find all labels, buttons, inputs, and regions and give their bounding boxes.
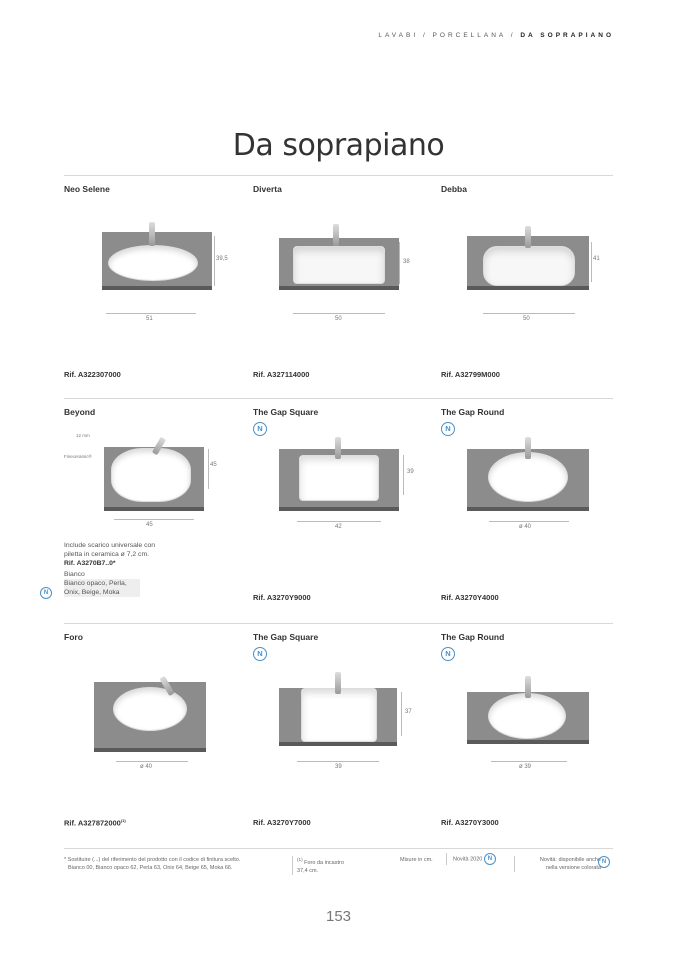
width-dimension: 45 xyxy=(146,522,153,528)
footer-foro-note xyxy=(292,856,357,875)
width-dimension: 39 xyxy=(335,764,342,770)
ref-footnote: (1) xyxy=(120,818,126,823)
product-card xyxy=(253,184,429,394)
new-color-badge-icon: N xyxy=(598,856,610,868)
finish-option: Bianco xyxy=(64,571,85,578)
footnote-line: Bianco 00, Bianco opaco 62, Perla 63, Onix 64, Beige 65, Moka 66. xyxy=(68,865,233,871)
width-dimension: 50 xyxy=(335,316,342,322)
product-name: Diverta xyxy=(253,184,282,194)
product-card xyxy=(441,632,617,842)
product-ref: Rif. A3270Y9000 xyxy=(253,593,311,602)
fineceramic-thickness: 12 mm xyxy=(76,433,90,438)
product-ref: Rif. A327114000 xyxy=(253,370,310,379)
legend-line: Novità: disponibile anche xyxy=(539,857,601,863)
product-name: The Gap Round xyxy=(441,632,505,642)
new-badge: N xyxy=(441,647,455,661)
height-dimension: 39,5 xyxy=(216,256,228,262)
breadcrumb-current: DA SOPRAPIANO xyxy=(520,32,614,39)
product-name: Neo Selene xyxy=(64,184,110,194)
footnote-marker: (1) xyxy=(297,857,303,862)
finish-option-colored xyxy=(64,579,140,597)
novita-label: Novità 2020 xyxy=(453,856,483,863)
product-ref xyxy=(64,818,126,828)
width-dimension: ø 39 xyxy=(519,764,532,770)
beyond-note xyxy=(64,541,204,597)
measures-note: Misure in cm. xyxy=(400,857,433,863)
width-dimension: ø 40 xyxy=(140,764,153,770)
finish-line: Bianco opaco, Perla, xyxy=(64,580,127,587)
footnote-line: * Sostituire (...) del riferimento del prodotto con il codice di finitura scelto. xyxy=(64,857,241,863)
product-name: The Gap Square xyxy=(253,407,319,417)
ref-text: Rif. A327872000 xyxy=(64,818,121,828)
novita-legend xyxy=(446,853,496,865)
page-title: Da soprapiano xyxy=(232,128,445,163)
colored-version-legend xyxy=(514,856,601,872)
product-name: The Gap Square xyxy=(253,632,319,642)
divider xyxy=(64,623,613,624)
legend-line: nella versione colorata xyxy=(545,865,601,871)
height-dimension: 37 xyxy=(405,709,412,715)
width-dimension: 42 xyxy=(335,524,342,530)
width-dimension: 50 xyxy=(523,316,530,322)
breadcrumb-path: LAVABI / PORCELLANA / xyxy=(378,32,521,39)
product-ref: Rif. A3270Y7000 xyxy=(253,818,311,827)
new-badge-icon: N xyxy=(484,853,496,865)
width-dimension: 51 xyxy=(146,316,153,322)
product-card xyxy=(43,407,240,617)
product-card xyxy=(64,184,240,394)
product-name: Debba xyxy=(441,184,467,194)
width-dimension: ø 40 xyxy=(519,524,532,530)
finish-line: Onix, Beige, Moka xyxy=(64,589,120,596)
product-ref: Rif. A32799M000 xyxy=(441,370,500,379)
new-color-badge: N xyxy=(40,587,52,599)
footnote-line: 37,4 cm. xyxy=(297,867,319,874)
height-dimension: 39 xyxy=(407,469,414,475)
product-ref: Rif. A322307000 xyxy=(64,370,121,379)
product-ref: Rif. A3270Y3000 xyxy=(441,818,499,827)
note-line: piletta in ceramica ø 7,2 cm. xyxy=(64,551,149,558)
divider xyxy=(64,398,613,399)
product-card xyxy=(64,632,240,842)
product-card xyxy=(253,407,429,617)
product-ref: Rif. A3270Y4000 xyxy=(441,593,499,602)
height-dimension: 45 xyxy=(210,462,217,468)
height-dimension: 38 xyxy=(403,259,410,265)
new-badge: N xyxy=(441,422,455,436)
product-card xyxy=(441,407,617,617)
product-name: Foro xyxy=(64,632,83,642)
new-badge: N xyxy=(253,422,267,436)
footer-finish-note xyxy=(64,856,284,872)
page-number: 153 xyxy=(325,908,352,925)
footnote-line: Foro da incastro xyxy=(304,859,344,866)
fineceramic-label: Fineceramic® xyxy=(64,454,92,459)
breadcrumb xyxy=(378,32,614,39)
divider xyxy=(64,848,613,849)
product-name: Beyond xyxy=(64,407,96,417)
product-card xyxy=(441,184,617,394)
note-line: Include scarico universale con xyxy=(64,542,156,549)
product-ref: Rif. A3270B7..0* xyxy=(64,560,116,567)
divider xyxy=(64,175,613,176)
new-badge: N xyxy=(253,647,267,661)
height-dimension: 41 xyxy=(593,256,600,262)
product-card xyxy=(253,632,429,842)
product-name: The Gap Round xyxy=(441,407,505,417)
